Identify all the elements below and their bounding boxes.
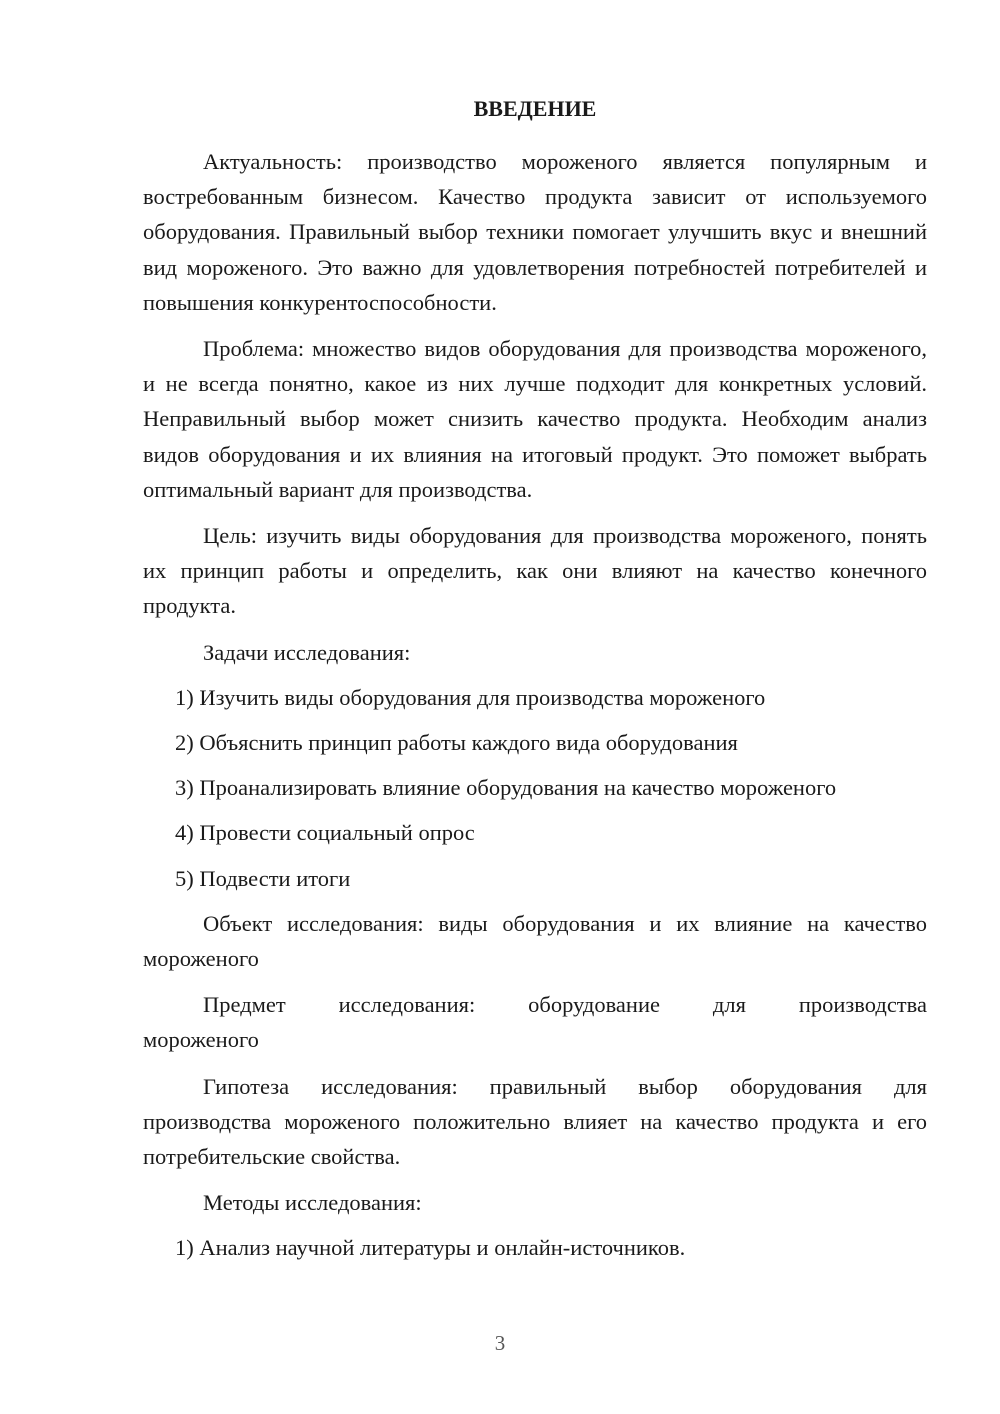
methods-heading: Методы исследования:: [203, 1190, 422, 1216]
task-item: 4) Провести социальный опрос: [175, 820, 475, 846]
page-number: 3: [494, 1331, 506, 1355]
subject-word: производства: [798, 992, 927, 1018]
subject-word: Предмет: [203, 992, 286, 1018]
object-paragraph: Объект исследования: виды оборудования и их влияние на качество мороженого: [143, 910, 927, 972]
page-title: ВВЕДЕНИЕ: [473, 96, 597, 121]
method-item: 1) Анализ научной литературы и онлайн-источников.: [175, 1235, 686, 1261]
task-item: 5) Подвести итоги: [175, 865, 351, 891]
task-item: 2) Объяснить принцип работы каждого вида оборудования: [175, 730, 738, 756]
subject-first-line: [203, 987, 927, 1022]
relevance-paragraph: Актуальность: производство мороженого является популярным и востребованным бизнесом. Качество продукта зависит от используемого оборудования. Правильный выбор техники помогает улучшить вкус и внешний вид мороженого. Это важно для удовлетворения потребностей потребителей и повышения конкурентоспособности.: [143, 149, 927, 315]
document-page: [143, 92, 927, 1276]
subject-word: исследования:: [338, 992, 476, 1018]
goal-paragraph: Цель: изучить виды оборудования для производства мороженого, понять их принцип работы и определить, как они влияют на качество конечного продукта.: [143, 523, 927, 619]
tasks-heading: Задачи исследования:: [203, 639, 411, 665]
subject-paragraph: [143, 987, 927, 1057]
task-item: 1) Изучить виды оборудования для производства мороженого: [175, 684, 766, 710]
subject-continuation: мороженого: [143, 1027, 259, 1053]
subject-word: оборудование: [528, 992, 660, 1018]
task-item: 3) Проанализировать влияние оборудования на качество мороженого: [175, 775, 837, 801]
problem-paragraph: Проблема: множество видов оборудования для производства мороженого, и не всегда понятно, какое из них лучше подходит для конкретных условий. Неправильный выбор может снизить качество продукта. Необходим анализ видов оборудования и их влияния на итоговый продукт. Это поможет выбрать оптимальный вариант для производства.: [143, 336, 927, 502]
subject-word: для: [712, 992, 746, 1018]
hypothesis-paragraph: Гипотеза исследования: правильный выбор оборудования для производства мороженого положительно влияет на качество продукта и его потребительские свойства.: [143, 1073, 927, 1170]
